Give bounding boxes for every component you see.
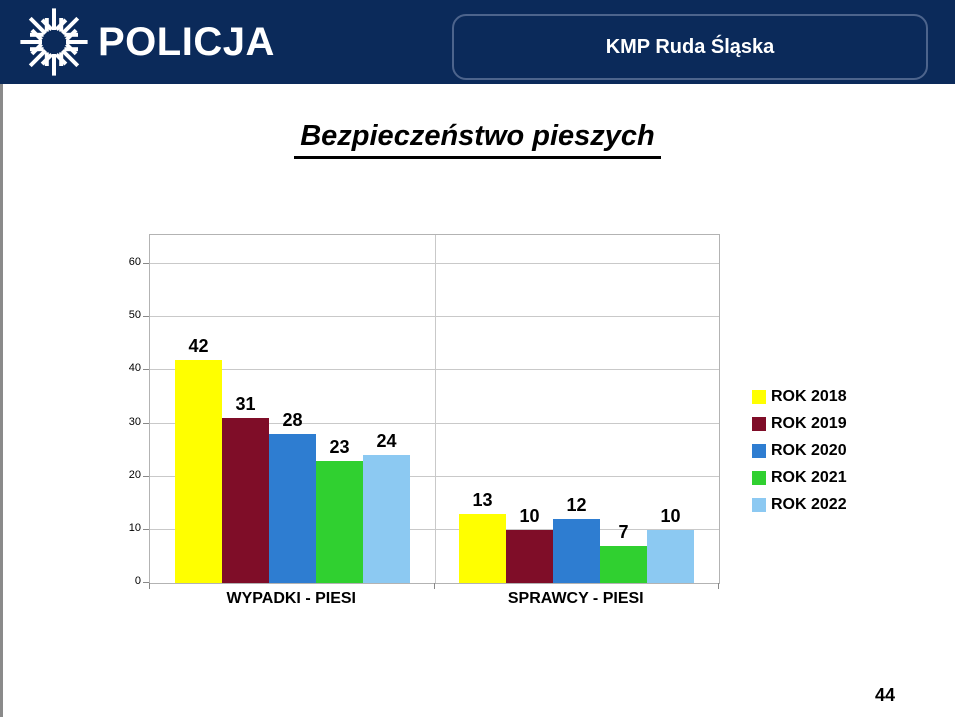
y-tick-mark: [143, 423, 149, 424]
legend-item: [752, 491, 847, 518]
bar-rok-2022-1: [647, 530, 694, 583]
x-tick-mark: [149, 583, 150, 589]
legend-swatch-icon: [752, 417, 766, 431]
legend-label: ROK 2018: [771, 387, 847, 405]
legend-swatch-icon: [752, 390, 766, 404]
category-axis-labels: [149, 590, 718, 608]
bar-rok-2021-0: [316, 461, 363, 583]
y-tick-mark: [143, 476, 149, 477]
y-tick-label-10: 10: [128, 522, 141, 534]
policja-star-icon: [14, 2, 94, 82]
page-number: 44: [875, 685, 896, 705]
bar-value-label: 10: [519, 506, 540, 526]
legend-item: [752, 383, 847, 410]
legend-item: [752, 410, 847, 437]
y-tick-mark: [143, 529, 149, 530]
y-tick-label-0: 0: [134, 575, 141, 587]
y-tick-mark: [143, 263, 149, 264]
legend-label: ROK 2022: [771, 495, 847, 513]
slide-title-text: Bezpieczeństwo pieszych: [294, 120, 661, 159]
bar-value-label: 10: [660, 506, 681, 526]
bar-value-label: 7: [618, 522, 629, 542]
bar-value-label: 42: [188, 336, 209, 356]
legend-swatch-icon: [752, 471, 766, 485]
legend-label: ROK 2021: [771, 468, 847, 486]
legend-label: ROK 2020: [771, 441, 847, 459]
header-bar: [0, 0, 955, 84]
unit-badge-label: KMP Ruda Śląska: [605, 35, 775, 58]
y-tick-mark: [143, 369, 149, 370]
unit-badge: [452, 14, 928, 80]
slide-title: [0, 120, 955, 159]
bar-value-label: 24: [376, 431, 397, 451]
bar-rok-2022-0: [363, 455, 410, 583]
bar-value-label: 12: [566, 495, 587, 515]
bar-rok-2019-1: [506, 530, 553, 583]
y-tick-label-40: 40: [128, 362, 141, 374]
legend-swatch-icon: [752, 444, 766, 458]
bar-value-label: 13: [472, 490, 493, 510]
x-tick-mark: [718, 583, 719, 589]
chart-legend: [752, 383, 847, 518]
legend-item: [752, 464, 847, 491]
legend-swatch-icon: [752, 498, 766, 512]
x-tick-mark: [434, 583, 435, 589]
legend-label: ROK 2019: [771, 414, 847, 432]
brand-wordmark: POLICJA: [98, 20, 275, 64]
y-tick-mark: [143, 316, 149, 317]
category-label-0: WYPADKI - PIESI: [226, 590, 356, 607]
legend-item: [752, 437, 847, 464]
bar-chart-plot-area: [149, 234, 720, 584]
category-label-1: SPRAWCY - PIESI: [507, 590, 644, 607]
category-separator-line: [435, 235, 436, 583]
bar-value-label: 31: [235, 394, 256, 414]
y-tick-label-60: 60: [128, 256, 141, 268]
bar-rok-2019-0: [222, 418, 269, 583]
y-tick-label-30: 30: [128, 416, 141, 428]
y-tick-label-20: 20: [128, 469, 141, 481]
slide-edge-strip: [0, 84, 3, 717]
bar-rok-2021-1: [600, 546, 647, 583]
bar-value-label: 23: [329, 437, 350, 457]
y-tick-label-50: 50: [128, 309, 141, 321]
bar-value-label: 28: [282, 410, 303, 430]
